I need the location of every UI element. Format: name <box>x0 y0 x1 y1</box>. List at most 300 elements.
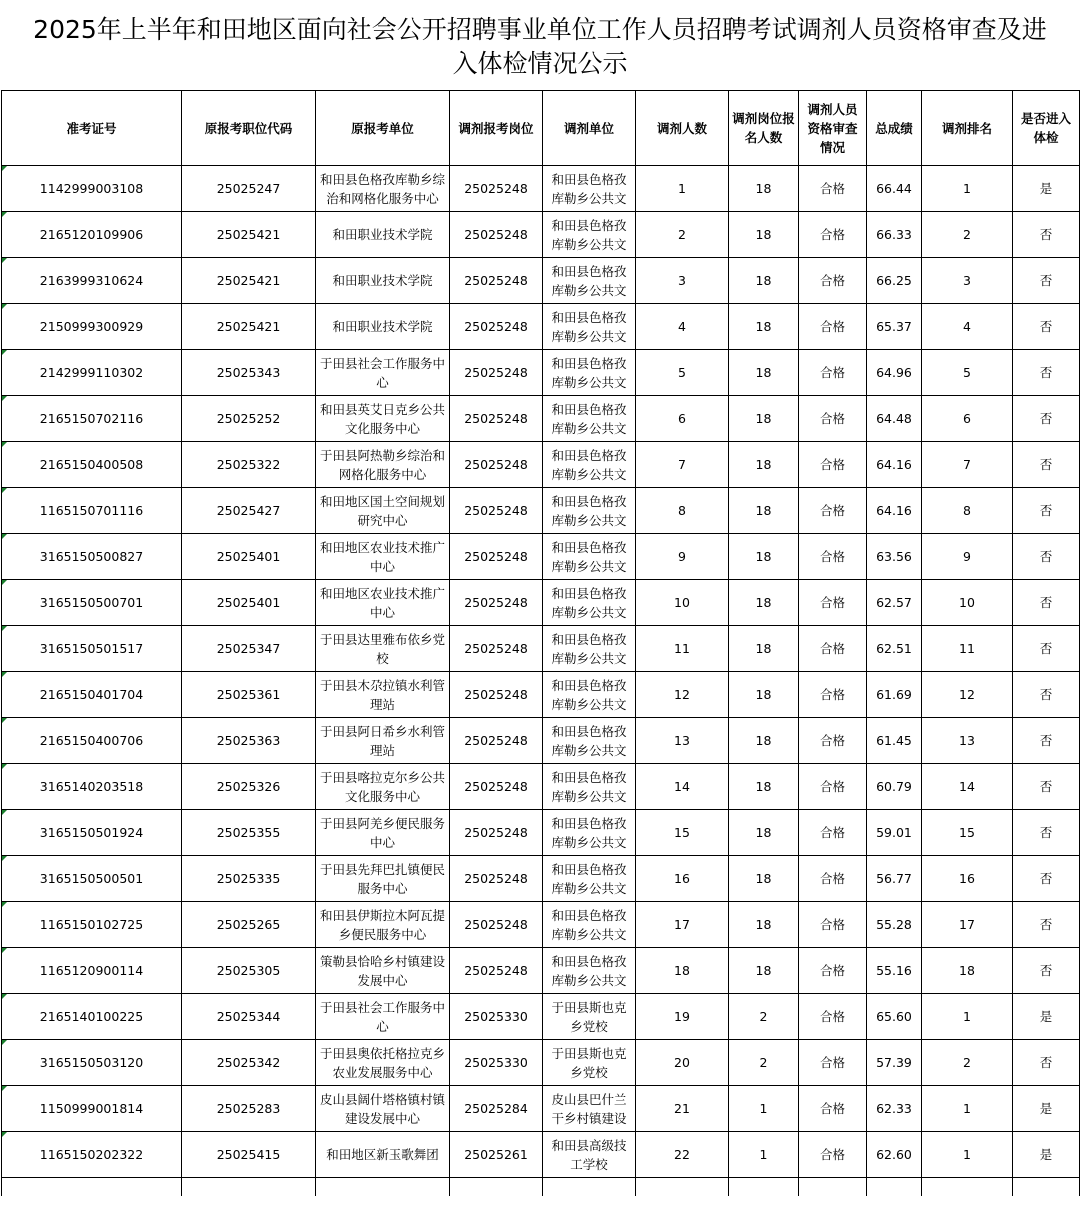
applicants-text: 18 <box>755 687 772 702</box>
orig-unit-cell <box>316 1040 450 1086</box>
total-score-cell <box>867 902 922 948</box>
qualification-text: 合格 <box>819 549 845 564</box>
medical-exam-text: 否 <box>1039 319 1053 334</box>
adjusted-position-cell <box>450 764 543 810</box>
orig-position-code-cell <box>182 1086 316 1132</box>
applicants-text: 18 <box>755 273 772 288</box>
empty-cell <box>316 1178 450 1197</box>
orig-position-code-text: 25025421 <box>216 319 281 334</box>
table-row <box>2 350 1080 396</box>
table-row <box>2 166 1080 212</box>
exam-id-cell <box>2 396 182 442</box>
total-score-text: 66.33 <box>876 227 912 242</box>
adjusted-count-text: 12 <box>674 687 690 702</box>
adjusted-unit-cell <box>543 258 636 304</box>
table-row <box>2 396 1080 442</box>
rank-text: 10 <box>959 595 975 610</box>
orig-unit-cell <box>316 718 450 764</box>
adjusted-position-text: 25025248 <box>464 273 528 288</box>
adjusted-unit-text: 和田县色格孜库勒乡公共文 <box>551 447 627 482</box>
medical-exam-cell <box>1013 810 1080 856</box>
adjusted-unit-text: 于田县斯也克乡党校 <box>551 999 627 1034</box>
qualification-cell <box>799 718 867 764</box>
applicants-text: 2 <box>759 1055 768 1070</box>
total-score-text: 55.16 <box>876 963 912 978</box>
total-score-text: 64.16 <box>876 503 912 518</box>
adjusted-unit-cell <box>543 672 636 718</box>
empty-cell <box>729 1178 799 1197</box>
rank-cell <box>922 948 1013 994</box>
page-title: 2025年上半年和田地区面向社会公开招聘事业单位工作人员招聘考试调剂人员资格审查及进入体检情况公示 <box>33 15 1047 78</box>
orig-unit-text: 于田县阿热勒乡综治和网格化服务中心 <box>319 447 445 482</box>
qualification-text: 合格 <box>819 1009 845 1024</box>
qualification-cell <box>799 212 867 258</box>
medical-exam-text: 否 <box>1039 227 1053 242</box>
orig-unit-cell <box>316 856 450 902</box>
adjusted-unit-text: 和田县色格孜库勒乡公共文 <box>551 631 627 666</box>
exam-id-cell <box>2 1040 182 1086</box>
exam-id-cell <box>2 580 182 626</box>
adjusted-unit-text: 于田县斯也克乡党校 <box>551 1045 627 1080</box>
medical-exam-cell <box>1013 902 1080 948</box>
qualification-text: 合格 <box>819 181 845 196</box>
applicants-cell <box>729 626 799 672</box>
orig-position-code-cell <box>182 626 316 672</box>
applicants-text: 18 <box>755 779 772 794</box>
adjusted-position-text: 25025248 <box>464 503 528 518</box>
adjusted-unit-cell <box>543 166 636 212</box>
qualification-cell <box>799 902 867 948</box>
adjusted-position-cell <box>450 488 543 534</box>
adjusted-position-cell <box>450 718 543 764</box>
adjusted-count-cell <box>636 350 729 396</box>
medical-exam-text: 否 <box>1039 595 1053 610</box>
qualification-text: 合格 <box>819 411 845 426</box>
total-score-text: 62.60 <box>876 1147 912 1162</box>
applicants-text: 18 <box>755 549 772 564</box>
adjusted-unit-text: 和田县色格孜库勒乡公共文 <box>551 263 627 298</box>
adjusted-position-cell <box>450 626 543 672</box>
applicants-cell <box>729 1132 799 1178</box>
orig-unit-cell <box>316 1086 450 1132</box>
table-row <box>2 902 1080 948</box>
total-score-cell <box>867 580 922 626</box>
header-total-score: 总成绩 <box>867 91 922 166</box>
header-orig-unit: 原报考单位 <box>316 91 450 166</box>
adjusted-unit-cell <box>543 350 636 396</box>
medical-exam-cell <box>1013 396 1080 442</box>
total-score-cell <box>867 672 922 718</box>
empty-cell <box>922 1178 1013 1197</box>
exam-id-cell <box>2 626 182 672</box>
qualification-text: 合格 <box>819 641 845 656</box>
exam-id-cell <box>2 718 182 764</box>
exam-id-cell <box>2 1132 182 1178</box>
total-score-cell <box>867 212 922 258</box>
adjusted-position-cell <box>450 994 543 1040</box>
adjusted-position-text: 25025248 <box>464 227 528 242</box>
adjusted-position-cell <box>450 1132 543 1178</box>
adjusted-count-cell <box>636 304 729 350</box>
rank-cell <box>922 580 1013 626</box>
medical-exam-text: 否 <box>1039 687 1053 702</box>
orig-position-code-text: 25025361 <box>216 687 281 702</box>
table-row <box>2 1132 1080 1178</box>
orig-unit-text: 于田县奥依托格拉克乡农业发展服务中心 <box>319 1045 445 1080</box>
applicants-text: 18 <box>755 227 772 242</box>
rank-text: 11 <box>959 641 975 656</box>
total-score-text: 66.25 <box>876 273 912 288</box>
orig-unit-cell <box>316 902 450 948</box>
orig-position-code-cell <box>182 258 316 304</box>
total-score-text: 65.37 <box>876 319 912 334</box>
qualification-text: 合格 <box>819 365 845 380</box>
applicants-cell <box>729 212 799 258</box>
adjusted-position-text: 25025248 <box>464 365 528 380</box>
adjusted-unit-cell <box>543 994 636 1040</box>
total-score-cell <box>867 856 922 902</box>
exam-id-cell <box>2 488 182 534</box>
applicants-cell <box>729 994 799 1040</box>
exam-id-cell <box>2 764 182 810</box>
adjusted-unit-text: 和田县色格孜库勒乡公共文 <box>551 171 627 206</box>
medical-exam-cell <box>1013 166 1080 212</box>
adjusted-position-cell <box>450 258 543 304</box>
adjusted-count-cell <box>636 166 729 212</box>
applicants-cell <box>729 1086 799 1132</box>
total-score-cell <box>867 350 922 396</box>
qualification-cell <box>799 258 867 304</box>
applicants-text: 18 <box>755 365 772 380</box>
header-qualification: 调剂人员资格审查情况 <box>799 91 867 166</box>
exam-id-text: 1165120900114 <box>39 963 144 978</box>
adjusted-unit-cell <box>543 902 636 948</box>
adjusted-position-text: 25025248 <box>464 825 528 840</box>
adjusted-count-text: 18 <box>674 963 690 978</box>
exam-id-cell <box>2 1086 182 1132</box>
adjusted-count-cell <box>636 994 729 1040</box>
rank-cell <box>922 672 1013 718</box>
adjusted-count-cell <box>636 396 729 442</box>
empty-cell <box>1013 1178 1080 1197</box>
rank-text: 6 <box>963 411 971 426</box>
adjusted-unit-cell <box>543 1132 636 1178</box>
total-score-cell <box>867 764 922 810</box>
adjusted-count-text: 2 <box>678 227 686 242</box>
applicants-text: 18 <box>755 733 772 748</box>
exam-id-cell <box>2 672 182 718</box>
medical-exam-text: 否 <box>1039 1055 1053 1070</box>
applicants-text: 18 <box>755 595 772 610</box>
medical-exam-cell <box>1013 948 1080 994</box>
medical-exam-cell <box>1013 1086 1080 1132</box>
applicants-cell <box>729 902 799 948</box>
orig-position-code-cell <box>182 396 316 442</box>
rank-cell <box>922 488 1013 534</box>
qualification-text: 合格 <box>819 1055 845 1070</box>
adjusted-unit-cell <box>543 212 636 258</box>
adjusted-position-text: 25025248 <box>464 687 528 702</box>
exam-id-text: 2165150400706 <box>39 733 144 748</box>
exam-id-text: 3165150500501 <box>39 871 144 886</box>
applicants-text: 18 <box>755 871 772 886</box>
total-score-text: 66.44 <box>876 181 912 196</box>
medical-exam-text: 否 <box>1039 365 1053 380</box>
medical-exam-text: 是 <box>1039 1101 1053 1116</box>
qualification-cell <box>799 166 867 212</box>
total-score-cell <box>867 948 922 994</box>
adjusted-unit-text: 和田县色格孜库勒乡公共文 <box>551 401 627 436</box>
medical-exam-text: 否 <box>1039 273 1053 288</box>
medical-exam-cell <box>1013 626 1080 672</box>
exam-id-text: 3165150503120 <box>39 1055 144 1070</box>
rank-cell <box>922 856 1013 902</box>
rank-text: 15 <box>959 825 975 840</box>
orig-position-code-text: 25025326 <box>216 779 281 794</box>
orig-position-code-text: 25025427 <box>216 503 281 518</box>
applicants-text: 18 <box>755 457 772 472</box>
orig-position-code-cell <box>182 212 316 258</box>
adjusted-unit-text: 和田县高级技工学校 <box>551 1137 627 1172</box>
total-score-cell <box>867 626 922 672</box>
qualification-cell <box>799 764 867 810</box>
table-row <box>2 810 1080 856</box>
qualification-cell <box>799 442 867 488</box>
applicants-cell <box>729 442 799 488</box>
applicants-cell <box>729 396 799 442</box>
orig-position-code-cell <box>182 948 316 994</box>
adjusted-unit-text: 和田县色格孜库勒乡公共文 <box>551 907 627 942</box>
total-score-cell <box>867 1132 922 1178</box>
orig-unit-cell <box>316 488 450 534</box>
total-score-text: 62.33 <box>876 1101 912 1116</box>
rank-cell <box>922 1132 1013 1178</box>
adjusted-count-text: 21 <box>674 1101 690 1116</box>
header-applicants: 调剂岗位报名人数 <box>729 91 799 166</box>
exam-id-cell <box>2 258 182 304</box>
rank-cell <box>922 810 1013 856</box>
adjusted-unit-cell <box>543 810 636 856</box>
exam-id-text: 1165150102725 <box>39 917 144 932</box>
orig-position-code-cell <box>182 764 316 810</box>
empty-cell <box>450 1178 543 1197</box>
adjusted-count-text: 4 <box>678 319 686 334</box>
adjusted-unit-text: 和田县色格孜库勒乡公共文 <box>551 539 627 574</box>
rank-cell <box>922 764 1013 810</box>
qualification-text: 合格 <box>819 733 845 748</box>
orig-unit-cell <box>316 212 450 258</box>
exam-id-text: 2165150400508 <box>39 457 144 472</box>
qualification-cell <box>799 856 867 902</box>
exam-id-text: 2165150401704 <box>39 687 144 702</box>
orig-position-code-text: 25025335 <box>216 871 281 886</box>
orig-unit-cell <box>316 166 450 212</box>
orig-position-code-cell <box>182 672 316 718</box>
adjusted-count-text: 16 <box>674 871 690 886</box>
header-medical-exam: 是否进入体检 <box>1013 91 1080 166</box>
adjusted-position-text: 25025248 <box>464 595 528 610</box>
orig-position-code-text: 25025305 <box>216 963 281 978</box>
orig-position-code-text: 25025421 <box>216 227 281 242</box>
orig-unit-text: 和田职业技术学院 <box>332 319 433 334</box>
applicants-cell <box>729 856 799 902</box>
adjusted-count-cell <box>636 672 729 718</box>
exam-id-cell <box>2 212 182 258</box>
rank-text: 17 <box>959 917 975 932</box>
qualification-text: 合格 <box>819 1147 845 1162</box>
total-score-cell <box>867 534 922 580</box>
adjusted-count-text: 17 <box>674 917 690 932</box>
total-score-cell <box>867 994 922 1040</box>
applicants-text: 2 <box>759 1009 768 1024</box>
exam-id-text: 2165150702116 <box>39 411 144 426</box>
results-table <box>1 90 1080 1196</box>
adjusted-position-text: 25025284 <box>464 1101 528 1116</box>
table-row <box>2 994 1080 1040</box>
table-row <box>2 626 1080 672</box>
medical-exam-text: 否 <box>1039 549 1053 564</box>
medical-exam-text: 是 <box>1039 1009 1053 1024</box>
rank-cell <box>922 166 1013 212</box>
orig-position-code-text: 25025355 <box>216 825 281 840</box>
header-adjusted-position: 调剂报考岗位 <box>450 91 543 166</box>
total-score-cell <box>867 258 922 304</box>
qualification-text: 合格 <box>819 779 845 794</box>
medical-exam-cell <box>1013 258 1080 304</box>
adjusted-count-cell <box>636 902 729 948</box>
applicants-cell <box>729 580 799 626</box>
header-rank: 调剂排名 <box>922 91 1013 166</box>
adjusted-count-text: 10 <box>674 595 690 610</box>
orig-position-code-text: 25025247 <box>216 181 281 196</box>
rank-text: 2 <box>963 1055 971 1070</box>
orig-unit-text: 于田县木尕拉镇水利管理站 <box>319 677 445 712</box>
rank-text: 16 <box>959 871 975 886</box>
qualification-cell <box>799 534 867 580</box>
orig-position-code-text: 25025401 <box>216 595 281 610</box>
total-score-text: 56.77 <box>876 871 912 886</box>
medical-exam-text: 否 <box>1039 733 1053 748</box>
empty-cell <box>799 1178 867 1197</box>
empty-cell <box>2 1178 182 1197</box>
orig-position-code-text: 25025344 <box>216 1009 281 1024</box>
table-row <box>2 488 1080 534</box>
rank-cell <box>922 442 1013 488</box>
total-score-text: 62.51 <box>876 641 912 656</box>
orig-position-code-cell <box>182 488 316 534</box>
empty-cell <box>636 1178 729 1197</box>
adjusted-count-text: 22 <box>674 1147 690 1162</box>
qualification-cell <box>799 948 867 994</box>
adjusted-position-text: 25025248 <box>464 549 528 564</box>
adjusted-count-text: 20 <box>674 1055 690 1070</box>
adjusted-count-text: 7 <box>678 457 686 472</box>
medical-exam-text: 否 <box>1039 871 1053 886</box>
adjusted-count-cell <box>636 764 729 810</box>
medical-exam-text: 否 <box>1039 825 1053 840</box>
orig-unit-text: 于田县喀拉克尔乡公共文化服务中心 <box>319 769 445 804</box>
rank-text: 8 <box>963 503 971 518</box>
adjusted-count-text: 11 <box>674 641 690 656</box>
orig-unit-text: 和田职业技术学院 <box>332 273 433 288</box>
applicants-text: 18 <box>755 181 772 196</box>
total-score-cell <box>867 488 922 534</box>
adjusted-unit-text: 皮山县巴什兰干乡村镇建设 <box>551 1091 627 1126</box>
adjusted-position-text: 25025248 <box>464 871 528 886</box>
total-score-text: 55.28 <box>876 917 912 932</box>
medical-exam-cell <box>1013 764 1080 810</box>
adjusted-count-cell <box>636 212 729 258</box>
rank-text: 9 <box>963 549 971 564</box>
medical-exam-cell <box>1013 534 1080 580</box>
empty-cell <box>867 1178 922 1197</box>
orig-unit-cell <box>316 442 450 488</box>
adjusted-unit-text: 和田县色格孜库勒乡公共文 <box>551 355 627 390</box>
rank-text: 1 <box>963 181 971 196</box>
adjusted-position-cell <box>450 442 543 488</box>
qualification-text: 合格 <box>819 273 845 288</box>
adjusted-count-cell <box>636 1132 729 1178</box>
adjusted-count-cell <box>636 856 729 902</box>
qualification-cell <box>799 396 867 442</box>
empty-cell <box>182 1178 316 1197</box>
qualification-text: 合格 <box>819 1101 845 1116</box>
adjusted-position-cell <box>450 396 543 442</box>
orig-position-code-text: 25025342 <box>216 1055 281 1070</box>
orig-position-code-text: 25025401 <box>216 549 281 564</box>
adjusted-count-cell <box>636 534 729 580</box>
applicants-cell <box>729 718 799 764</box>
total-score-text: 57.39 <box>876 1055 912 1070</box>
table-row <box>2 534 1080 580</box>
medical-exam-cell <box>1013 672 1080 718</box>
rank-text: 3 <box>963 273 971 288</box>
adjusted-position-cell <box>450 580 543 626</box>
orig-position-code-cell <box>182 534 316 580</box>
rank-text: 12 <box>959 687 975 702</box>
rank-cell <box>922 718 1013 764</box>
orig-position-code-cell <box>182 810 316 856</box>
medical-exam-cell <box>1013 580 1080 626</box>
orig-unit-cell <box>316 258 450 304</box>
empty-cell <box>543 1178 636 1197</box>
adjusted-position-text: 25025248 <box>464 319 528 334</box>
adjusted-unit-text: 和田县色格孜库勒乡公共文 <box>551 723 627 758</box>
adjusted-count-cell <box>636 258 729 304</box>
medical-exam-text: 否 <box>1039 779 1053 794</box>
table-row <box>2 764 1080 810</box>
applicants-cell <box>729 1040 799 1086</box>
adjusted-count-text: 19 <box>674 1009 690 1024</box>
rank-cell <box>922 626 1013 672</box>
medical-exam-cell <box>1013 718 1080 764</box>
exam-id-text: 2142999110302 <box>39 365 144 380</box>
rank-cell <box>922 1086 1013 1132</box>
orig-position-code-cell <box>182 350 316 396</box>
adjusted-count-cell <box>636 626 729 672</box>
medical-exam-text: 是 <box>1039 1147 1053 1162</box>
orig-unit-text: 和田地区农业技术推广中心 <box>319 585 445 620</box>
orig-position-code-cell <box>182 580 316 626</box>
applicants-text: 1 <box>759 1101 768 1116</box>
total-score-cell <box>867 304 922 350</box>
medical-exam-cell <box>1013 1040 1080 1086</box>
qualification-text: 合格 <box>819 457 845 472</box>
rank-cell <box>922 304 1013 350</box>
adjusted-unit-cell <box>543 626 636 672</box>
orig-unit-cell <box>316 534 450 580</box>
orig-unit-text: 和田县英艾日克乡公共文化服务中心 <box>319 401 445 436</box>
